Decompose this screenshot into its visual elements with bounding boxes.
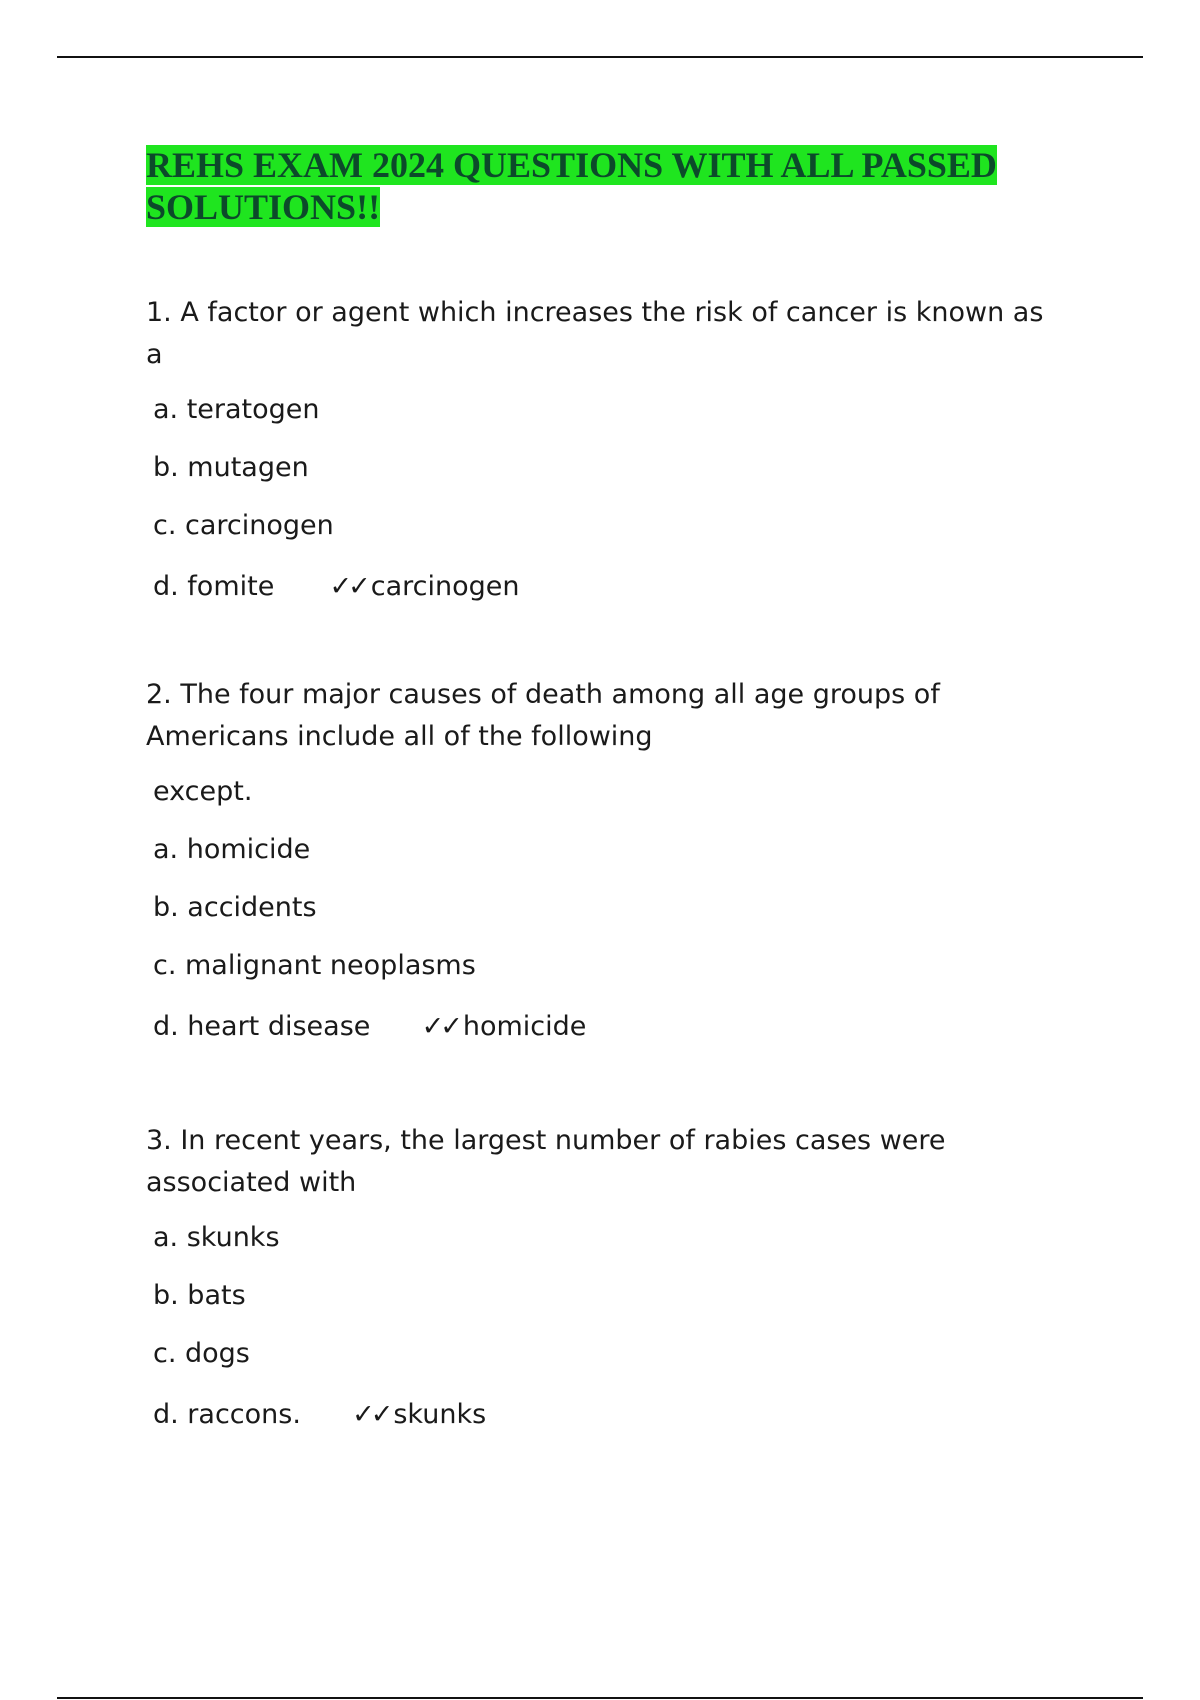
question-text: 3. In recent years, the largest number of rabies cases were associated with [146, 1125, 946, 1198]
double-check-icon: ✓✓ [329, 571, 367, 602]
question-text: 1. A factor or agent which increases the risk of cancer is known as a [146, 297, 1044, 370]
double-check-icon: ✓✓ [421, 1011, 459, 1042]
answer-text: skunks [393, 1399, 487, 1430]
option-d-row [146, 1006, 1066, 1048]
option-b: b. bats [153, 1280, 246, 1311]
option-d: d. raccons. [153, 1399, 301, 1430]
double-check-icon: ✓✓ [352, 1399, 390, 1430]
option-d: d. heart disease [153, 1011, 371, 1042]
option-c: c. carcinogen [153, 510, 334, 541]
option-d: d. fomite [153, 571, 275, 602]
option-a: a. skunks [153, 1222, 280, 1253]
question-block-2 [146, 674, 1066, 1048]
answer-text: homicide [462, 1011, 587, 1042]
option-d-row [146, 1394, 1066, 1436]
answer-text: carcinogen [370, 571, 520, 602]
bottom-rule [57, 1697, 1143, 1699]
question-text: 2. The four major causes of death among all age groups of Americans include all of the following [146, 679, 940, 752]
top-rule [57, 56, 1143, 58]
option-c: c. malignant neoplasms [153, 950, 476, 981]
option-c: c. dogs [153, 1338, 250, 1369]
answer [422, 1006, 587, 1048]
page-title [146, 144, 1046, 228]
answer [330, 566, 520, 608]
option-a: a. teratogen [153, 394, 320, 425]
question-block-3 [146, 1120, 1066, 1436]
option-b: b. accidents [153, 892, 317, 923]
question-block-1 [146, 292, 1066, 608]
title-highlight: REHS EXAM 2024 QUESTIONS WITH ALL PASSED SOLUTIONS!! [146, 145, 997, 227]
question-continuation: except. [153, 776, 253, 807]
option-d-row [146, 566, 1066, 608]
answer [352, 1394, 486, 1436]
option-a: a. homicide [153, 834, 311, 865]
option-b: b. mutagen [153, 452, 309, 483]
document-body [146, 144, 1066, 1436]
